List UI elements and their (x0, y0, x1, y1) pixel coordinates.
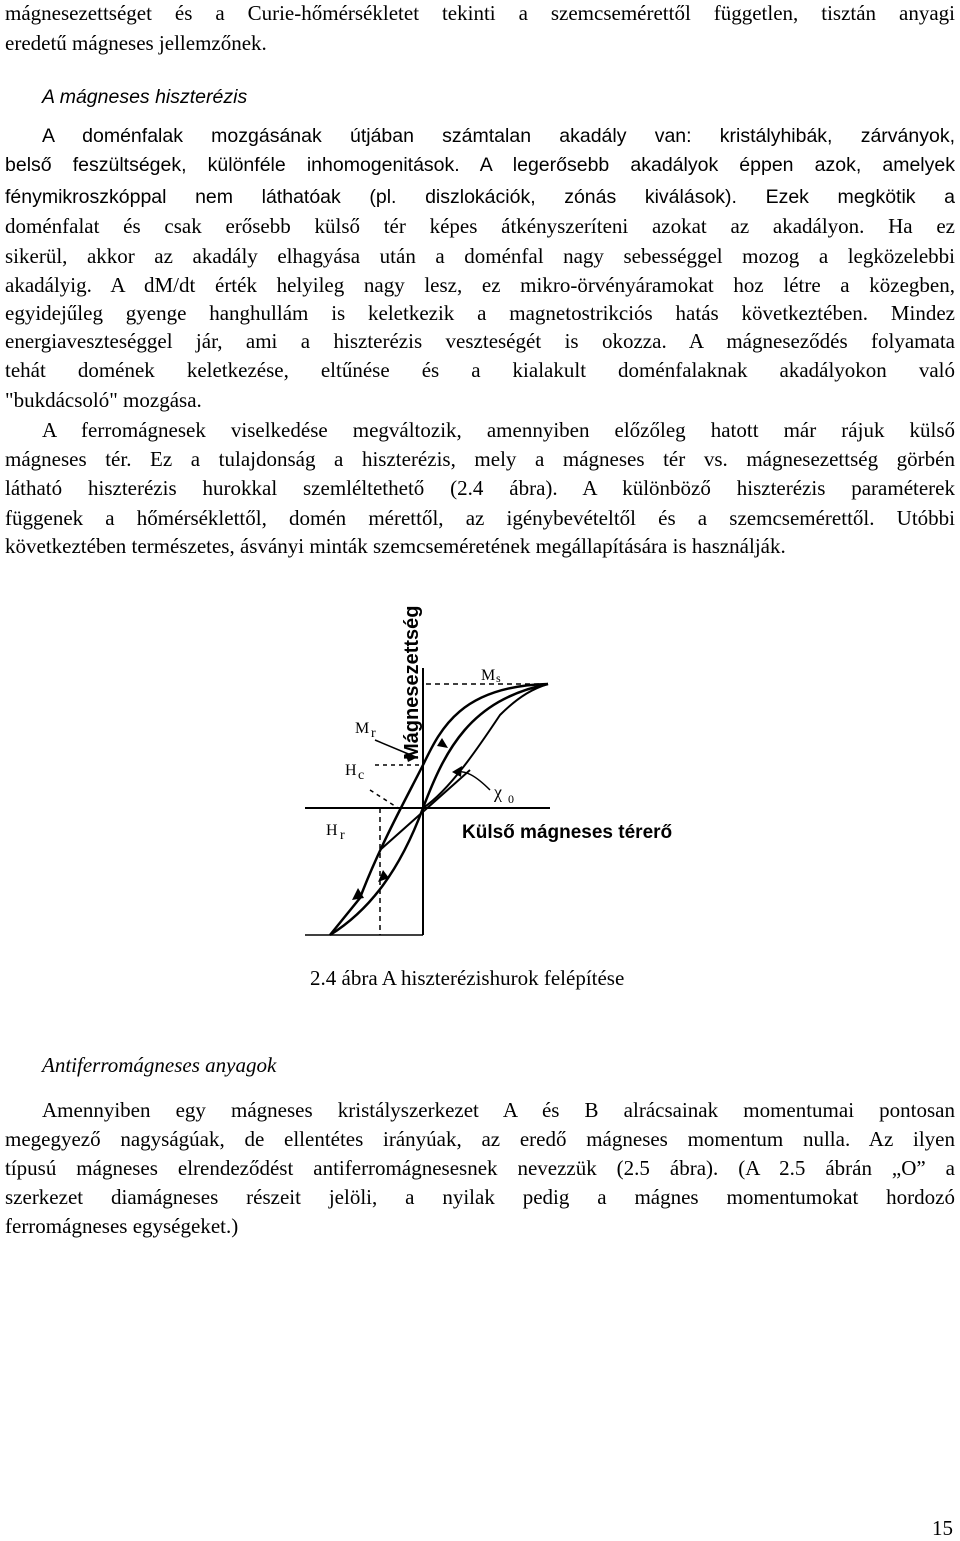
text-line: A doménfalak mozgásának útjában számtalan akadály van: kristályhibák, zárványok, (42, 125, 955, 147)
text-line: szerkezet diamágneses részeit jelöli, a nyilak pedig a mágnes momentumokat hordozó (5, 1185, 955, 1209)
label-hr: H (326, 822, 338, 839)
text-line: fénymikroszkóppal nem láthatóak (pl. diszlokációk, zónás kiválások). Ezek megkötik a (5, 186, 955, 208)
text-line: mágnesezettséget és a Curie-hőmérsékletet tekinti a szemcsemérettől független, tisztán anyagi (5, 1, 955, 25)
text-line: következtében természetes, ásványi minták szemcseméretének megállapítására is használják. (5, 534, 786, 558)
label-mr: M (355, 720, 370, 737)
text-line: függenek a hőmérséklettől, domén mérettől, az igénybevételtől és a szemcsemérettől. Utóbbi (5, 506, 955, 530)
label-hr-sub: r (340, 828, 345, 843)
label-chi: χ (494, 782, 502, 802)
text-line: akadályig. A dM/dt érték helyileg nagy lesz, ez mikro-örvényáramokat hoz létre a közegben, (5, 273, 955, 297)
y-axis-label: Mágnesezettség (401, 605, 423, 760)
x-axis-label: Külső mágneses térerő (462, 822, 673, 843)
label-hc: H (345, 762, 357, 779)
text-line: ferromágneses egységeket.) (5, 1214, 239, 1238)
text-line: egyidejűleg gyenge hanghullám is keletkezik a magnetostrikciós hatás következtében. Mindez (5, 301, 955, 325)
label-ms-sub: s (496, 671, 501, 685)
text-line: Amennyiben egy mágneses kristályszerkezet A és B alrácsainak momentumai pontosan (42, 1098, 955, 1122)
text-line: sikerül, akkor az akadály elhagyása után a doménfal nagy sebességgel mozog a legközelebbi (5, 244, 955, 268)
label-mr-sub: r (371, 726, 376, 741)
text-line: energiaveszteséggel jár, ami a hiszterézis veszteségét is okozza. A mágneseződés folyamata (5, 329, 955, 353)
initial-slope-line (380, 770, 470, 850)
text-line: tehát domének keletkezése, eltűnése és a kialakult doménfalaknak akadályokon való (5, 358, 955, 382)
hysteresis-loop-diagram (0, 590, 960, 960)
text-line: A ferromágnesek viselkedése megváltozik, amennyiben előzőleg hatott már rájuk külső (42, 418, 955, 442)
text-line: eredetű mágneses jellemzőnek. (5, 31, 267, 55)
text-line: típusú mágneses elrendeződést antiferromágnesesnek nevezzük (2.5 ábra). (A 2.5 ábrán „O” a (5, 1156, 955, 1180)
text-line: belső feszültségek, különféle inhomogenitások. A legerősebb akadályok éppen azok, amelyek (5, 154, 955, 176)
section-heading-antiferro: Antiferromágneses anyagok (42, 1053, 277, 1077)
label-chi-sub: 0 (508, 792, 514, 806)
text-line: mágneses tér. Ez a tulajdonság a hiszterézis, mely a mágneses tér vs. mágnesezettség görbén (5, 447, 955, 471)
text-line: "bukdácsoló" mozgása. (5, 388, 202, 412)
text-line: látható hiszterézis hurokkal szemléltethető (2.4 ábra). A különböző hiszterézis paraméterek (5, 476, 955, 500)
page-number: 15 (932, 1516, 953, 1540)
text-line: doménfalat és csak erősebb külső tér képes átkényszeríteni azokat az akadályon. Ha ez (5, 214, 955, 238)
text-line: megegyező nagyságúak, de ellentétes irányúak, az eredő mágneses momentum nulla. Az ilyen (5, 1127, 955, 1151)
figure-caption: 2.4 ábra A hiszterézishurok felépítése (310, 966, 625, 990)
section-heading-hysteresis: A mágneses hiszterézis (42, 86, 248, 108)
label-ms: M (481, 667, 496, 684)
label-hc-sub: c (358, 768, 365, 783)
